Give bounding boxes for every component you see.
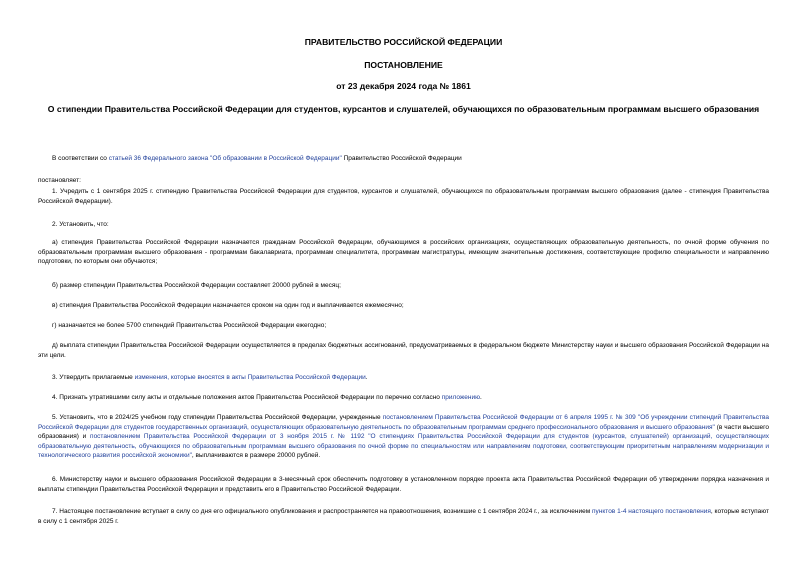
p3-text-post: . xyxy=(365,374,368,381)
intro-text-post: Правительство Российской Федерации xyxy=(341,155,462,162)
p4-text-pre: 4. Признать утратившими силу акты и отдельные положения актов Правительства Российской Федерации по перечню согласно xyxy=(52,394,442,401)
p5-text-mid: (в части высшего образования) и xyxy=(38,423,769,441)
p5-text-pre: 5. Установить, что в 2024/25 учебном году стипендии Правительства Российской Федерации, учрежденные xyxy=(52,414,383,421)
p3-text-pre: 3. Утвердить прилагаемые xyxy=(52,374,135,381)
p5-text-post: , выплачиваются в размере 20000 рублей. xyxy=(191,452,321,460)
paragraph-2d: г) назначается не более 5700 стипендий Правительства Российской Федерации ежегодно; xyxy=(52,322,327,329)
paragraph-6: 6. Министерству науки и высшего образования Российской Федерации в 3-месячный срок обеспечить подготовку в установленном порядке проекта акта Правительства Российской Федерации об утверждении порядка назначения и выплаты стипендии Правительства Российской Федерации и представить его в Правительство Российской Федерации. xyxy=(38,476,769,493)
p7-text-post: , которые вступают в силу с 1 сентября 2025 г. xyxy=(38,508,769,525)
document-title: О стипендии Правительства Российской Федерации для студентов, курсантов и слушателей, обучающихся по образовательным программам высшего образования xyxy=(47,104,760,114)
paragraph-1: 1. Учредить с 1 сентября 2025 г. стипендию Правительства Российской Федерации для студентов, курсантов и слушателей, обучающихся по образовательным программам высшего образования (далее - стипендия Правительства Российской Федерации). xyxy=(38,188,769,205)
p4-text-post: . xyxy=(479,394,482,401)
paragraph-2e: д) выплата стипендии Правительства Российской Федерации осуществляется в пределах бюджетных ассигнований, предусматриваемых в федеральном бюджете Министерству науки и высшего образования Российской Федерации на эти цели. xyxy=(38,342,769,359)
date-number: от 23 декабря 2024 года № 1861 xyxy=(336,81,471,91)
intro-paragraph xyxy=(38,154,769,164)
paragraph-2c: в) стипендия Правительства Российской Федерации назначается сроком на один год и выплачивается ежемесячно; xyxy=(52,302,404,309)
intro-text-pre: В соответствии со xyxy=(52,155,109,162)
resolution-1192-link[interactable]: постановлением Правительства Российской Федерации от 3 ноября 2015 г. № 1192 "О стипендиях Правительства Российской Федерации для студентов (курсантов, слушателей) организаций, осуществляющих образовательную деятельность, обучающихся по образовательным программам высшего образования по очной форме по специальностям или направлениям подготовки, соответствующим приоритетным направлениям модернизации и технологического развития российской экономики" xyxy=(38,433,769,460)
paragraph-2: 2. Установить, что: xyxy=(52,221,109,228)
paragraph-2a: а) стипендия Правительства Российской Федерации назначается гражданам Российской Федерации, обучающимся в российских организациях, осуществляющих образовательную деятельность, по очной форме обучения по образовательным программам высшего образования - программам бакалавриата, программам специалитета, программам магистратуры, имеющим значительные достижения, соответствующие профилю специальности и направлению подготовки, по которым они обучаются; xyxy=(38,239,769,266)
paragraph-4 xyxy=(38,393,769,403)
paragraph-5 xyxy=(38,413,769,461)
paragraph-2b: б) размер стипендии Правительства Российской Федерации составляет 20000 рублей в месяц; xyxy=(52,282,341,289)
resolution-309-link[interactable]: постановлением Правительства Российской Федерации от 6 апреля 1995 г. № 309 "Об учреждении стипендий Правительства Российской Федерации для студентов государственных организаций, осуществляющих образовательную деятельность по образовательным программам среднего профессионального образования и высшего образования" xyxy=(38,414,769,431)
paragraph-7 xyxy=(38,507,769,526)
points-1-4-link[interactable]: пунктов 1-4 настоящего постановления xyxy=(592,508,711,515)
amendments-link[interactable]: изменения, которые вносятся в акты Правительства Российской Федерации xyxy=(134,374,366,381)
resolves-text: постановляет: xyxy=(38,177,81,184)
p7-text-pre: 7. Настоящее постановление вступает в силу со дня его официального опубликования и распространяется на правоотношения, возникшие с 1 сентября 2024 г., за исключением xyxy=(52,508,593,515)
government-heading: ПРАВИТЕЛЬСТВО РОССИЙСКОЙ ФЕДЕРАЦИИ xyxy=(304,37,503,47)
appendix-link[interactable]: приложению xyxy=(441,394,480,401)
document-type: ПОСТАНОВЛЕНИЕ xyxy=(364,60,443,70)
paragraph-3 xyxy=(38,373,769,383)
intro-law-link[interactable]: статьей 36 Федерального закона "Об образовании в Российской Федерации" xyxy=(108,155,342,162)
